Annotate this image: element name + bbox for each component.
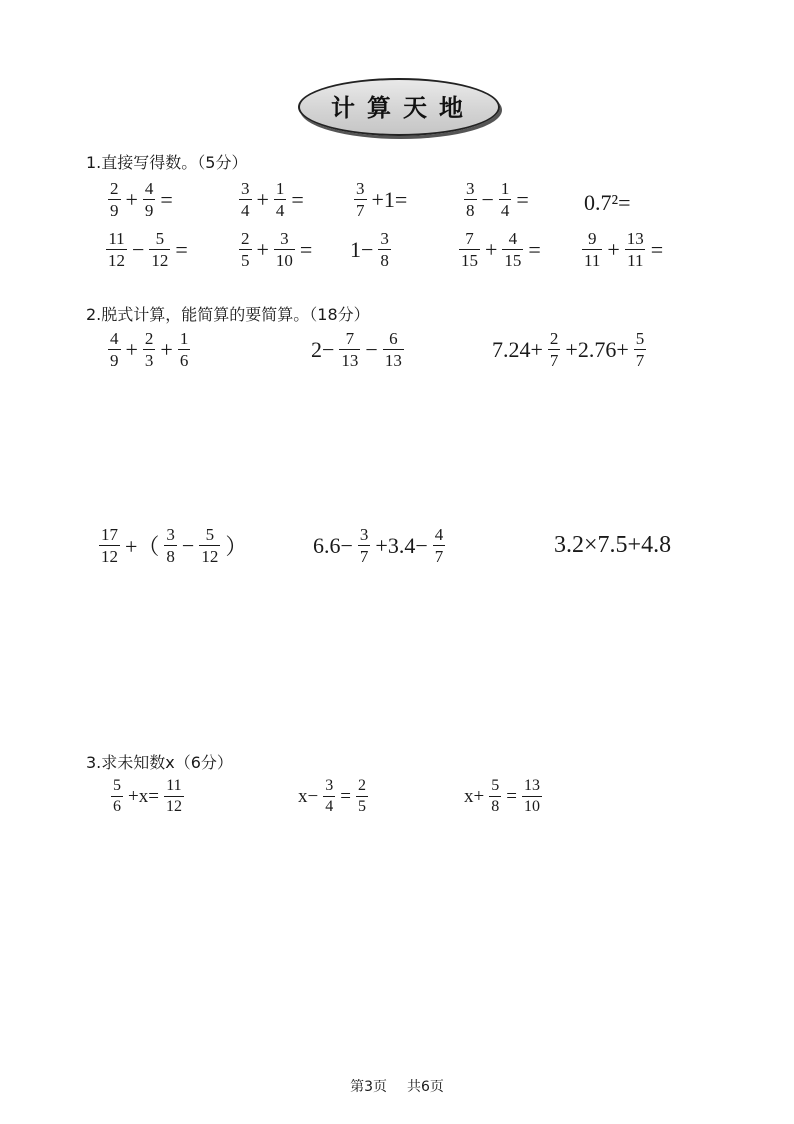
problem-2-1: [105, 330, 193, 369]
fraction: [164, 778, 184, 815]
page-footer: [0, 1076, 794, 1096]
numerator: 5: [491, 777, 500, 794]
operator-text: +（: [125, 534, 160, 559]
operator-text: 1−: [350, 236, 374, 262]
operator-text: 0.7²=: [584, 190, 631, 215]
denominator: 11: [584, 251, 601, 270]
numerator: 4: [110, 329, 119, 348]
fraction: [548, 330, 561, 369]
numerator: 2: [549, 329, 559, 348]
denominator: 9: [144, 201, 154, 220]
fraction: [323, 778, 335, 815]
fraction: [106, 230, 127, 269]
problem-3-1: [108, 778, 187, 815]
numerator: 11: [166, 777, 182, 794]
operator-text: +: [607, 236, 620, 262]
operator-text: =: [299, 236, 313, 262]
fraction: [199, 526, 220, 565]
problem-2-5: [311, 526, 448, 565]
numerator: 13: [626, 229, 644, 248]
denominator: 12: [165, 798, 182, 815]
fraction: [499, 180, 512, 219]
operator-text: 2−: [311, 336, 335, 362]
fraction: [433, 526, 446, 565]
numerator: 4: [508, 229, 518, 248]
numerator: 9: [587, 229, 597, 248]
numerator: 3: [241, 179, 250, 198]
fraction: [111, 778, 123, 815]
fraction: [239, 180, 252, 219]
operator-text: +: [485, 236, 498, 262]
operator-text: x−: [298, 785, 319, 807]
problem-1-4: [461, 180, 531, 219]
fraction: [625, 230, 646, 269]
operator-text: +x=: [128, 785, 159, 807]
denominator: 3: [144, 351, 154, 370]
fraction: [464, 180, 477, 219]
page-title: 计算天地: [331, 93, 475, 122]
operator-text: =: [175, 236, 188, 262]
numerator: 4: [434, 525, 444, 544]
fraction: [634, 330, 647, 369]
problem-1-5: [582, 190, 633, 216]
denominator: 12: [101, 547, 118, 566]
fraction: [354, 180, 367, 219]
denominator: 7: [549, 351, 559, 370]
operator-text: =: [291, 186, 304, 212]
problem-1-2: [236, 180, 306, 219]
problem-1-9: [456, 230, 543, 269]
fraction: [149, 230, 170, 269]
fraction: [582, 230, 602, 269]
denominator: 7: [635, 351, 645, 370]
denominator: 8: [491, 798, 500, 815]
numerator: 5: [113, 777, 121, 794]
fraction: [143, 180, 156, 219]
operator-text: 7.24+: [492, 336, 543, 362]
operator-text: +: [256, 186, 269, 212]
numerator: 3: [380, 229, 389, 248]
problem-3-2: [296, 778, 371, 815]
fraction: [108, 180, 121, 219]
denominator: 8: [166, 547, 175, 566]
operator-text: +: [125, 336, 138, 362]
denominator: 4: [275, 201, 285, 220]
problem-2-4: [96, 526, 249, 565]
numerator: 1: [275, 179, 285, 198]
denominator: 12: [201, 547, 219, 566]
denominator: 9: [110, 201, 119, 220]
operator-text: =: [160, 186, 173, 212]
operator-text: +: [160, 336, 173, 362]
numerator: 2: [110, 179, 119, 198]
fraction: [274, 180, 287, 219]
numerator: 5: [155, 229, 165, 248]
numerator: 3: [359, 525, 369, 544]
fraction: [356, 778, 368, 815]
numerator: 6: [389, 329, 398, 348]
numerator: 3: [280, 229, 289, 248]
page-total: 共6页: [407, 1079, 444, 1095]
fraction: [164, 526, 177, 565]
problem-1-1: [105, 180, 175, 219]
problem-1-8: [348, 230, 394, 269]
numerator: 3: [466, 179, 475, 198]
numerator: 7: [465, 229, 474, 248]
numerator: 13: [523, 777, 540, 794]
fraction: [502, 230, 523, 269]
operator-text: =: [650, 236, 664, 262]
fraction: [143, 330, 156, 369]
operator-text: x+: [464, 785, 485, 807]
numerator: 2: [357, 777, 366, 794]
operator-text: =: [506, 785, 517, 807]
operator-text: +: [256, 236, 269, 262]
denominator: 6: [179, 351, 189, 370]
denominator: 4: [500, 201, 510, 220]
fraction: [358, 526, 371, 565]
section-3-heading: 3.求未知数x（6分）: [86, 753, 233, 772]
denominator: 13: [384, 351, 402, 370]
operator-text: =: [528, 236, 541, 262]
denominator: 15: [461, 251, 478, 270]
operator-text: =: [516, 186, 529, 212]
page-number: 第3页: [350, 1079, 387, 1095]
operator-text: +: [125, 186, 138, 212]
fraction: [378, 230, 391, 269]
problem-3-3: [462, 778, 545, 815]
operator-text: +1=: [371, 186, 408, 212]
denominator: 10: [275, 251, 293, 270]
numerator: 5: [635, 329, 645, 348]
operator-text: −: [365, 336, 378, 362]
problem-2-2: [309, 330, 407, 369]
fraction: [522, 778, 542, 815]
operator-text: 3.2×7.5+4.8: [554, 532, 672, 558]
problem-1-3: [351, 180, 409, 219]
fraction: [383, 330, 404, 369]
fraction: [274, 230, 295, 269]
denominator: 4: [241, 201, 250, 220]
denominator: 6: [113, 798, 121, 815]
numerator: 3: [356, 179, 365, 198]
problem-1-6: [103, 230, 190, 269]
denominator: 10: [523, 798, 540, 815]
numerator: 1: [179, 329, 189, 348]
numerator: 4: [144, 179, 154, 198]
operator-text: +2.76+: [565, 336, 629, 362]
numerator: 1: [500, 179, 510, 198]
numerator: 3: [325, 777, 334, 794]
problem-2-6: [552, 532, 673, 559]
section-2-heading: 2.脱式计算，能简算的要简算。（18分）: [86, 305, 370, 324]
problem-2-3: [490, 330, 649, 369]
numerator: 5: [205, 525, 215, 544]
numerator: 7: [345, 329, 355, 348]
section-1-heading: 1.直接写得数。（5分）: [86, 153, 248, 172]
problem-1-10: [579, 230, 665, 269]
denominator: 8: [466, 201, 475, 220]
operator-text: +3.4−: [375, 532, 428, 558]
denominator: 12: [151, 251, 169, 270]
denominator: 13: [341, 351, 359, 370]
fraction: [339, 330, 360, 369]
denominator: 7: [359, 547, 369, 566]
operator-text: ）: [225, 534, 248, 559]
numerator: 2: [144, 329, 154, 348]
numerator: 17: [101, 525, 118, 544]
fraction: [489, 778, 501, 815]
fraction: [239, 230, 252, 269]
numerator: 2: [241, 229, 250, 248]
denominator: 11: [627, 251, 644, 270]
fraction: [459, 230, 480, 269]
denominator: 8: [380, 251, 389, 270]
denominator: 5: [357, 798, 366, 815]
denominator: 5: [241, 251, 250, 270]
denominator: 9: [110, 351, 119, 370]
operator-text: −: [132, 236, 145, 262]
operator-text: 6.6−: [313, 532, 353, 558]
operator-text: −: [181, 532, 195, 558]
numerator: 11: [108, 229, 125, 248]
denominator: 12: [108, 251, 125, 270]
denominator: 4: [325, 798, 334, 815]
denominator: 7: [434, 547, 444, 566]
fraction: [108, 330, 121, 369]
fraction: [99, 526, 120, 565]
problem-1-7: [236, 230, 314, 269]
operator-text: =: [340, 785, 351, 807]
denominator: 15: [504, 251, 522, 270]
numerator: 3: [166, 525, 175, 544]
fraction: [178, 330, 191, 369]
denominator: 7: [356, 201, 365, 220]
operator-text: −: [481, 186, 494, 212]
